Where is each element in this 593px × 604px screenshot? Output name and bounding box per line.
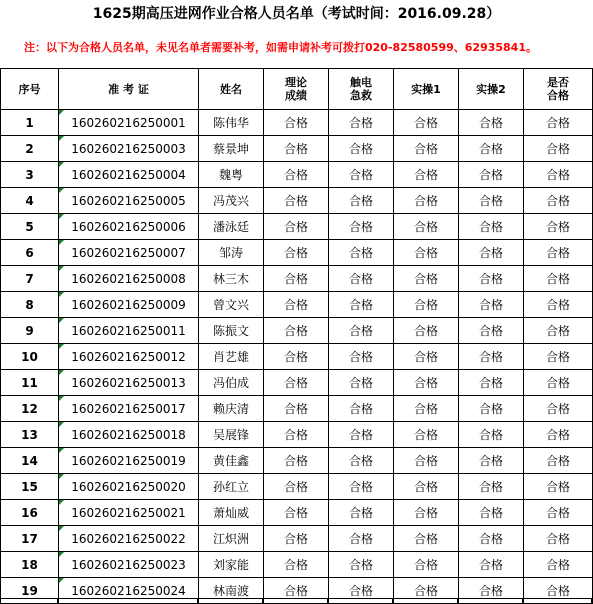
table-row bbox=[1, 188, 593, 214]
cell-practice2: 合格 bbox=[459, 110, 524, 136]
cell-practice1: 合格 bbox=[394, 344, 459, 370]
cell-theory: 合格 bbox=[264, 162, 329, 188]
cell-pass: 合格 bbox=[524, 552, 593, 578]
cell-practice2: 合格 bbox=[459, 292, 524, 318]
cell-shock: 合格 bbox=[329, 266, 394, 292]
cell-practice2: 合格 bbox=[459, 500, 524, 526]
cell-pass: 合格 bbox=[524, 396, 593, 422]
cell-practice1: 合格 bbox=[394, 552, 459, 578]
cell-exam-no: 160260216250022 bbox=[59, 526, 199, 552]
table-row bbox=[1, 474, 593, 500]
cell-shock: 合格 bbox=[329, 370, 394, 396]
cell-theory: 合格 bbox=[264, 448, 329, 474]
cell-exam-no: 160260216250001 bbox=[59, 110, 199, 136]
cell-theory: 合格 bbox=[264, 344, 329, 370]
cell-name: 孙红立 bbox=[199, 474, 264, 500]
cell-seq: 1 bbox=[1, 110, 59, 136]
header-seq bbox=[1, 69, 59, 110]
partial-row-divider bbox=[591, 599, 592, 604]
cell-shock: 合格 bbox=[329, 188, 394, 214]
cell-practice2: 合格 bbox=[459, 188, 524, 214]
header-practice1-label: 实操1 bbox=[411, 82, 441, 96]
cell-shock: 合格 bbox=[329, 240, 394, 266]
cell-pass: 合格 bbox=[524, 474, 593, 500]
cell-seq: 2 bbox=[1, 136, 59, 162]
cell-seq: 8 bbox=[1, 292, 59, 318]
cell-shock: 合格 bbox=[329, 110, 394, 136]
cell-seq: 11 bbox=[1, 370, 59, 396]
cell-seq: 15 bbox=[1, 474, 59, 500]
cell-name: 林南渡 bbox=[199, 578, 264, 604]
cell-shock: 合格 bbox=[329, 318, 394, 344]
partial-row-divider bbox=[327, 599, 328, 604]
cell-theory: 合格 bbox=[264, 110, 329, 136]
cell-shock: 合格 bbox=[329, 136, 394, 162]
table-row bbox=[1, 448, 593, 474]
cell-practice2: 合格 bbox=[459, 266, 524, 292]
cell-exam-no: 160260216250008 bbox=[59, 266, 199, 292]
partial-row-divider bbox=[57, 599, 58, 604]
cell-shock: 合格 bbox=[329, 396, 394, 422]
cell-shock: 合格 bbox=[329, 526, 394, 552]
cell-practice1: 合格 bbox=[394, 578, 459, 604]
cell-seq: 17 bbox=[1, 526, 59, 552]
cell-theory: 合格 bbox=[264, 188, 329, 214]
table-row bbox=[1, 214, 593, 240]
cell-pass: 合格 bbox=[524, 526, 593, 552]
cell-shock: 合格 bbox=[329, 344, 394, 370]
header-theory-line1: 理论 bbox=[285, 76, 307, 89]
cell-shock: 合格 bbox=[329, 422, 394, 448]
header-theory bbox=[264, 69, 329, 110]
cell-theory: 合格 bbox=[264, 552, 329, 578]
cell-exam-no: 160260216250003 bbox=[59, 136, 199, 162]
cell-pass: 合格 bbox=[524, 422, 593, 448]
cell-theory: 合格 bbox=[264, 214, 329, 240]
partial-row bbox=[0, 598, 592, 604]
cell-shock: 合格 bbox=[329, 162, 394, 188]
cell-name: 赖庆清 bbox=[199, 396, 264, 422]
cell-seq: 6 bbox=[1, 240, 59, 266]
cell-name: 邹涛 bbox=[199, 240, 264, 266]
cell-practice2: 合格 bbox=[459, 396, 524, 422]
cell-shock: 合格 bbox=[329, 448, 394, 474]
table-row bbox=[1, 552, 593, 578]
cell-seq: 14 bbox=[1, 448, 59, 474]
table-row bbox=[1, 162, 593, 188]
cell-pass: 合格 bbox=[524, 318, 593, 344]
cell-exam-no: 160260216250012 bbox=[59, 344, 199, 370]
cell-practice2: 合格 bbox=[459, 370, 524, 396]
cell-shock: 合格 bbox=[329, 214, 394, 240]
cell-exam-no: 160260216250024 bbox=[59, 578, 199, 604]
cell-practice1: 合格 bbox=[394, 500, 459, 526]
cell-exam-no: 160260216250004 bbox=[59, 162, 199, 188]
partial-row-divider bbox=[522, 599, 523, 604]
cell-exam-no: 160260216250023 bbox=[59, 552, 199, 578]
cell-exam-no: 160260216250011 bbox=[59, 318, 199, 344]
cell-practice1: 合格 bbox=[394, 318, 459, 344]
cell-name: 潘泳廷 bbox=[199, 214, 264, 240]
cell-seq: 10 bbox=[1, 344, 59, 370]
header-pass bbox=[524, 69, 593, 110]
header-exam-no bbox=[59, 69, 199, 110]
cell-name: 曾文兴 bbox=[199, 292, 264, 318]
header-exam-no-label: 准 考 证 bbox=[108, 82, 149, 96]
cell-seq: 13 bbox=[1, 422, 59, 448]
cell-pass: 合格 bbox=[524, 578, 593, 604]
cell-exam-no: 160260216250020 bbox=[59, 474, 199, 500]
cell-practice1: 合格 bbox=[394, 448, 459, 474]
cell-seq: 12 bbox=[1, 396, 59, 422]
cell-seq: 19 bbox=[1, 578, 59, 604]
notice-text: 注：以下为合格人员名单，未见名单者需要补考，如需申请补考可拨打020-82580599、62935841。 bbox=[24, 41, 537, 54]
cell-theory: 合格 bbox=[264, 240, 329, 266]
cell-practice1: 合格 bbox=[394, 240, 459, 266]
cell-seq: 4 bbox=[1, 188, 59, 214]
header-seq-label: 序号 bbox=[18, 82, 41, 96]
cell-pass: 合格 bbox=[524, 370, 593, 396]
cell-name: 萧灿威 bbox=[199, 500, 264, 526]
cell-shock: 合格 bbox=[329, 474, 394, 500]
cell-name: 陈振文 bbox=[199, 318, 264, 344]
cell-pass: 合格 bbox=[524, 344, 593, 370]
cell-seq: 18 bbox=[1, 552, 59, 578]
cell-practice2: 合格 bbox=[459, 526, 524, 552]
page-title: 1625期高压进网作业合格人员名单（考试时间：2016.09.28） bbox=[92, 6, 501, 22]
cell-practice1: 合格 bbox=[394, 266, 459, 292]
table-row bbox=[1, 396, 593, 422]
cell-practice1: 合格 bbox=[394, 526, 459, 552]
cell-practice1: 合格 bbox=[394, 292, 459, 318]
cell-theory: 合格 bbox=[264, 266, 329, 292]
cell-theory: 合格 bbox=[264, 578, 329, 604]
cell-practice2: 合格 bbox=[459, 214, 524, 240]
cell-name: 黄佳鑫 bbox=[199, 448, 264, 474]
cell-practice2: 合格 bbox=[459, 318, 524, 344]
cell-name: 林三木 bbox=[199, 266, 264, 292]
header-practice2 bbox=[459, 69, 524, 110]
cell-pass: 合格 bbox=[524, 136, 593, 162]
table-row bbox=[1, 526, 593, 552]
cell-practice2: 合格 bbox=[459, 422, 524, 448]
cell-exam-no: 160260216250006 bbox=[59, 214, 199, 240]
cell-pass: 合格 bbox=[524, 500, 593, 526]
header-practice2-label: 实操2 bbox=[476, 82, 506, 96]
cell-practice2: 合格 bbox=[459, 474, 524, 500]
cell-theory: 合格 bbox=[264, 500, 329, 526]
cell-exam-no: 160260216250017 bbox=[59, 396, 199, 422]
cell-shock: 合格 bbox=[329, 552, 394, 578]
table-row bbox=[1, 370, 593, 396]
cell-exam-no: 160260216250005 bbox=[59, 188, 199, 214]
cell-name: 冯茂兴 bbox=[199, 188, 264, 214]
header-name-label: 姓名 bbox=[220, 82, 242, 96]
cell-name: 蔡景坤 bbox=[199, 136, 264, 162]
cell-practice2: 合格 bbox=[459, 448, 524, 474]
cell-shock: 合格 bbox=[329, 578, 394, 604]
cell-name: 魏粤 bbox=[199, 162, 264, 188]
cell-theory: 合格 bbox=[264, 136, 329, 162]
cell-pass: 合格 bbox=[524, 188, 593, 214]
cell-name: 肖艺雄 bbox=[199, 344, 264, 370]
cell-practice1: 合格 bbox=[394, 370, 459, 396]
cell-pass: 合格 bbox=[524, 266, 593, 292]
partial-row-divider bbox=[197, 599, 198, 604]
cell-pass: 合格 bbox=[524, 448, 593, 474]
cell-pass: 合格 bbox=[524, 240, 593, 266]
cell-practice1: 合格 bbox=[394, 110, 459, 136]
cell-shock: 合格 bbox=[329, 500, 394, 526]
header-row bbox=[1, 69, 593, 110]
cell-exam-no: 160260216250021 bbox=[59, 500, 199, 526]
header-theory-line2: 成绩 bbox=[285, 89, 307, 102]
cell-practice1: 合格 bbox=[394, 136, 459, 162]
cell-theory: 合格 bbox=[264, 370, 329, 396]
cell-pass: 合格 bbox=[524, 110, 593, 136]
header-pass-line2: 合格 bbox=[547, 89, 569, 102]
table-row bbox=[1, 422, 593, 448]
cell-theory: 合格 bbox=[264, 318, 329, 344]
cell-theory: 合格 bbox=[264, 396, 329, 422]
table-body bbox=[1, 110, 593, 604]
cell-theory: 合格 bbox=[264, 292, 329, 318]
cell-practice1: 合格 bbox=[394, 422, 459, 448]
cell-practice1: 合格 bbox=[394, 162, 459, 188]
cell-pass: 合格 bbox=[524, 214, 593, 240]
table-row bbox=[1, 292, 593, 318]
cell-shock: 合格 bbox=[329, 292, 394, 318]
partial-row-divider bbox=[457, 599, 458, 604]
cell-seq: 7 bbox=[1, 266, 59, 292]
cell-exam-no: 160260216250018 bbox=[59, 422, 199, 448]
cell-name: 刘家能 bbox=[199, 552, 264, 578]
results-table bbox=[0, 68, 593, 604]
cell-theory: 合格 bbox=[264, 422, 329, 448]
cell-practice2: 合格 bbox=[459, 162, 524, 188]
header-practice1 bbox=[394, 69, 459, 110]
table-row bbox=[1, 240, 593, 266]
cell-practice1: 合格 bbox=[394, 396, 459, 422]
cell-practice2: 合格 bbox=[459, 578, 524, 604]
table-row bbox=[1, 318, 593, 344]
header-shock-line1: 触电 bbox=[350, 76, 372, 89]
cell-practice2: 合格 bbox=[459, 344, 524, 370]
cell-theory: 合格 bbox=[264, 474, 329, 500]
cell-exam-no: 160260216250009 bbox=[59, 292, 199, 318]
table-row bbox=[1, 136, 593, 162]
header-pass-line1: 是否 bbox=[547, 76, 569, 89]
cell-exam-no: 160260216250013 bbox=[59, 370, 199, 396]
header-shock bbox=[329, 69, 394, 110]
cell-pass: 合格 bbox=[524, 292, 593, 318]
partial-row-divider bbox=[262, 599, 263, 604]
cell-practice2: 合格 bbox=[459, 552, 524, 578]
cell-exam-no: 160260216250007 bbox=[59, 240, 199, 266]
table-row bbox=[1, 266, 593, 292]
table-row bbox=[1, 500, 593, 526]
cell-name: 冯伯成 bbox=[199, 370, 264, 396]
table-row bbox=[1, 110, 593, 136]
cell-seq: 3 bbox=[1, 162, 59, 188]
cell-practice1: 合格 bbox=[394, 474, 459, 500]
header-name bbox=[199, 69, 264, 110]
cell-practice1: 合格 bbox=[394, 188, 459, 214]
cell-pass: 合格 bbox=[524, 162, 593, 188]
partial-row-divider bbox=[392, 599, 393, 604]
cell-seq: 5 bbox=[1, 214, 59, 240]
cell-practice1: 合格 bbox=[394, 214, 459, 240]
header-shock-line2: 急救 bbox=[350, 89, 372, 102]
cell-seq: 16 bbox=[1, 500, 59, 526]
table-row bbox=[1, 344, 593, 370]
cell-practice2: 合格 bbox=[459, 136, 524, 162]
cell-name: 江炽洲 bbox=[199, 526, 264, 552]
cell-theory: 合格 bbox=[264, 526, 329, 552]
cell-exam-no: 160260216250019 bbox=[59, 448, 199, 474]
cell-seq: 9 bbox=[1, 318, 59, 344]
cell-name: 吴展锋 bbox=[199, 422, 264, 448]
cell-name: 陈伟华 bbox=[199, 110, 264, 136]
cell-practice2: 合格 bbox=[459, 240, 524, 266]
